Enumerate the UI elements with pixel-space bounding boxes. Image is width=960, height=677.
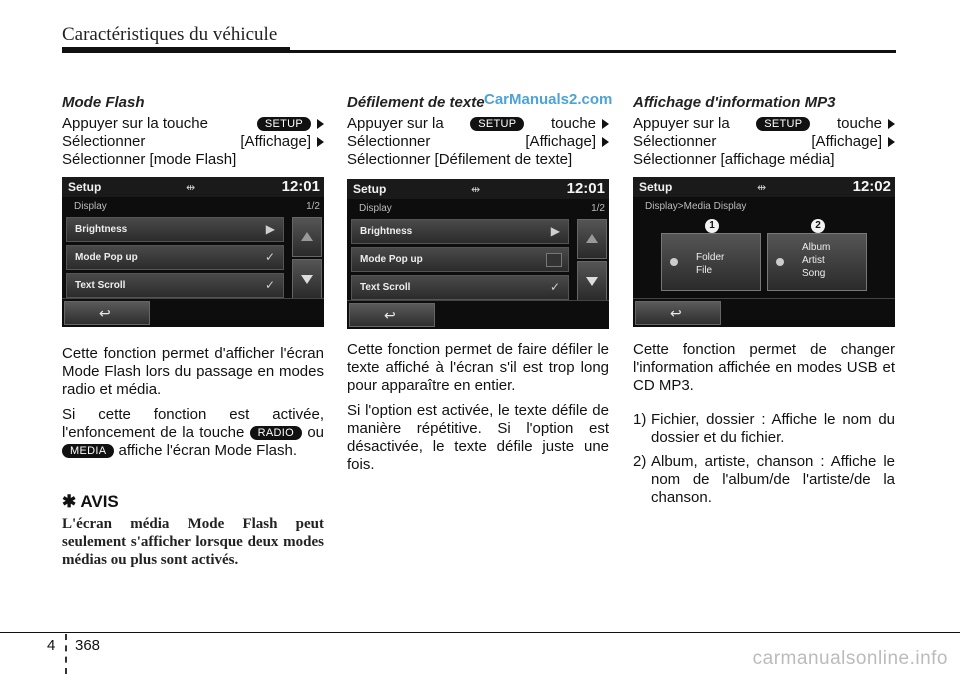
screen-subtitle: Display xyxy=(74,201,107,212)
section-heading-mode-flash: Mode Flash xyxy=(62,94,145,111)
scroll-down-icon xyxy=(586,277,598,286)
menu-item-label: Mode Pop up xyxy=(360,254,423,265)
instr-text: [Affichage] xyxy=(525,133,596,150)
option-label xyxy=(696,251,724,277)
check-icon: ✓ xyxy=(549,280,560,294)
setup-key-chip: SETUP xyxy=(756,117,810,131)
callout-badge-1: 1 xyxy=(705,219,719,233)
instr-text: [Affichage] xyxy=(240,133,311,150)
notice-title: ✱ AVIS xyxy=(62,492,119,511)
notice-text: L'écran média Mode Flash peut seulement s'afficher lorsque deux modes médias ou plus sont activés. xyxy=(62,516,324,568)
page-header-title: Caractéristiques du véhicule xyxy=(62,24,278,45)
paragraph: Si l'option est activée, le texte défile de manière répétitive. Si l'option est désactivée, le texte défile juste une fois. xyxy=(347,402,609,473)
media-key-chip: MEDIA xyxy=(62,444,114,458)
back-icon: ↩ xyxy=(99,305,111,321)
instructions-mode-flash xyxy=(62,115,324,169)
menu-item-label: Text Scroll xyxy=(360,282,411,293)
screen-clock: 12:01 xyxy=(281,178,320,195)
instr-text: Appuyer sur la xyxy=(633,115,730,132)
option-list xyxy=(633,411,895,507)
option-line: Folder xyxy=(696,252,725,263)
menu-item-mode-pop-up[interactable] xyxy=(351,247,569,272)
option-label xyxy=(802,241,830,280)
scroll-down-icon xyxy=(301,275,313,284)
scroll-down-button[interactable] xyxy=(292,259,322,299)
menu-item-label: Text Scroll xyxy=(75,280,126,291)
menu-item-brightness[interactable] xyxy=(66,217,284,242)
option-line: Song xyxy=(802,268,826,279)
screen-divider xyxy=(347,300,609,301)
radio-dot-icon xyxy=(776,258,784,266)
body-text-scroll xyxy=(347,341,609,481)
option-album-artist-song[interactable] xyxy=(767,233,867,291)
radio-dot-icon xyxy=(670,258,678,266)
screen-title: Setup xyxy=(68,180,102,194)
arrow-right-icon xyxy=(317,119,324,129)
instructions-mp3-info xyxy=(633,115,895,169)
menu-item-brightness[interactable] xyxy=(351,219,569,244)
back-icon: ↩ xyxy=(384,307,396,323)
menu-item-text-scroll[interactable] xyxy=(66,273,284,298)
arrow-right-icon xyxy=(888,137,895,147)
section-heading-mp3-info: Affichage d'information MP3 xyxy=(633,94,836,111)
instr-text: touche xyxy=(836,115,883,132)
chapter-number: 4 xyxy=(47,637,56,654)
paragraph-text: Si cette fonction est activée, l'enfoncement de la touche xyxy=(62,406,324,441)
check-icon: ✓ xyxy=(264,278,275,292)
list-text: Fichier, dossier : Affiche le nom du dossier et du fichier. xyxy=(651,411,895,446)
paragraph: Cette fonction permet d'afficher l'écran Mode Flash lors du passage en modes radio et média. xyxy=(62,345,324,398)
instructions-text-scroll xyxy=(347,115,609,169)
instr-text: Sélectionner [mode Flash] xyxy=(62,151,237,168)
usb-icon: ⇹ xyxy=(186,182,196,194)
scroll-up-button[interactable] xyxy=(577,219,607,259)
scroll-up-icon xyxy=(586,234,598,243)
instr-text: Appuyer sur la xyxy=(347,115,444,132)
screen-subtitle: Display xyxy=(359,203,392,214)
instr-text: Sélectionner xyxy=(633,133,717,150)
setup-screen-text-scroll xyxy=(347,179,609,329)
footer-watermark: carmanualsonline.info xyxy=(752,648,948,669)
screen-title: Setup xyxy=(639,180,673,194)
setup-screen-media-display xyxy=(633,177,895,327)
usb-icon: ⇹ xyxy=(757,182,767,194)
callout-badge-2: 2 xyxy=(811,219,825,233)
instr-text: [Affichage] xyxy=(811,133,882,150)
screen-clock: 12:02 xyxy=(852,178,891,195)
back-button[interactable] xyxy=(635,301,721,325)
setup-key-chip: SETUP xyxy=(257,117,311,131)
body-mp3-info xyxy=(633,341,895,513)
option-line: Artist xyxy=(802,255,825,266)
menu-item-label: Mode Pop up xyxy=(75,252,138,263)
menu-item-text-scroll[interactable] xyxy=(351,275,569,300)
setup-screen-mode-flash xyxy=(62,177,324,327)
body-mode-flash xyxy=(62,345,324,467)
radio-key-chip: RADIO xyxy=(250,426,302,440)
list-text: Album, artiste, chanson : Affiche le nom de l'album/de l'artiste/de la chanson. xyxy=(651,453,895,506)
scroll-up-button[interactable] xyxy=(292,217,322,257)
menu-item-label: Brightness xyxy=(360,226,413,237)
screen-page-indicator: 1/2 xyxy=(591,203,605,214)
scroll-up-icon xyxy=(301,232,313,241)
paragraph-text: ou xyxy=(307,424,324,441)
section-heading-text-scroll: Défilement de texte xyxy=(347,94,485,111)
instr-text: Appuyer sur la touche xyxy=(62,115,208,132)
screen-divider xyxy=(633,298,895,299)
instr-text: touche xyxy=(550,115,597,132)
checkbox-empty-icon xyxy=(546,253,562,267)
instr-text: Sélectionner [Défilement de texte] xyxy=(347,151,573,168)
option-line: Album xyxy=(802,242,831,253)
back-icon: ↩ xyxy=(670,305,682,321)
menu-item-mode-pop-up[interactable] xyxy=(66,245,284,270)
scroll-down-button[interactable] xyxy=(577,261,607,301)
instr-text: Sélectionner xyxy=(347,133,431,150)
setup-key-chip: SETUP xyxy=(470,117,524,131)
footer-rule xyxy=(0,632,960,633)
paragraph xyxy=(62,406,324,460)
arrow-right-icon xyxy=(602,137,609,147)
screen-title: Setup xyxy=(353,182,387,196)
option-folder-file[interactable] xyxy=(661,233,761,291)
instr-text: Sélectionner [affichage média] xyxy=(633,151,835,168)
check-icon: ✓ xyxy=(264,250,275,264)
option-line: File xyxy=(696,265,713,276)
play-arrow-icon: ▶ xyxy=(265,222,275,236)
page-number: 368 xyxy=(75,637,101,654)
back-button[interactable] xyxy=(349,303,435,327)
list-number: 1) xyxy=(633,411,647,428)
screen-subtitle: Display>Media Display xyxy=(645,201,747,212)
list-item xyxy=(633,453,895,507)
list-item xyxy=(633,411,895,447)
paragraph: Cette fonction permet de faire défiler le texte affiché à l'écran s'il est trop long pour apparaître en entier. xyxy=(347,341,609,394)
arrow-right-icon xyxy=(888,119,895,129)
screen-divider xyxy=(62,298,324,299)
list-number: 2) xyxy=(633,453,647,470)
screen-page-indicator: 1/2 xyxy=(306,201,320,212)
menu-item-label: Brightness xyxy=(75,224,128,235)
paragraph: Cette fonction permet de changer l'information affichée en modes USB et CD MP3. xyxy=(633,341,895,394)
play-arrow-icon: ▶ xyxy=(550,224,560,238)
watermark: CarManuals2.com xyxy=(484,91,613,108)
instr-text: Sélectionner xyxy=(62,133,146,150)
usb-icon: ⇹ xyxy=(471,184,481,196)
footer-divider xyxy=(65,634,69,674)
paragraph-text: affiche l'écran Mode Flash. xyxy=(118,442,298,459)
arrow-right-icon xyxy=(317,137,324,147)
arrow-right-icon xyxy=(602,119,609,129)
back-button[interactable] xyxy=(64,301,150,325)
header-rule xyxy=(62,50,896,53)
screen-clock: 12:01 xyxy=(566,180,605,197)
